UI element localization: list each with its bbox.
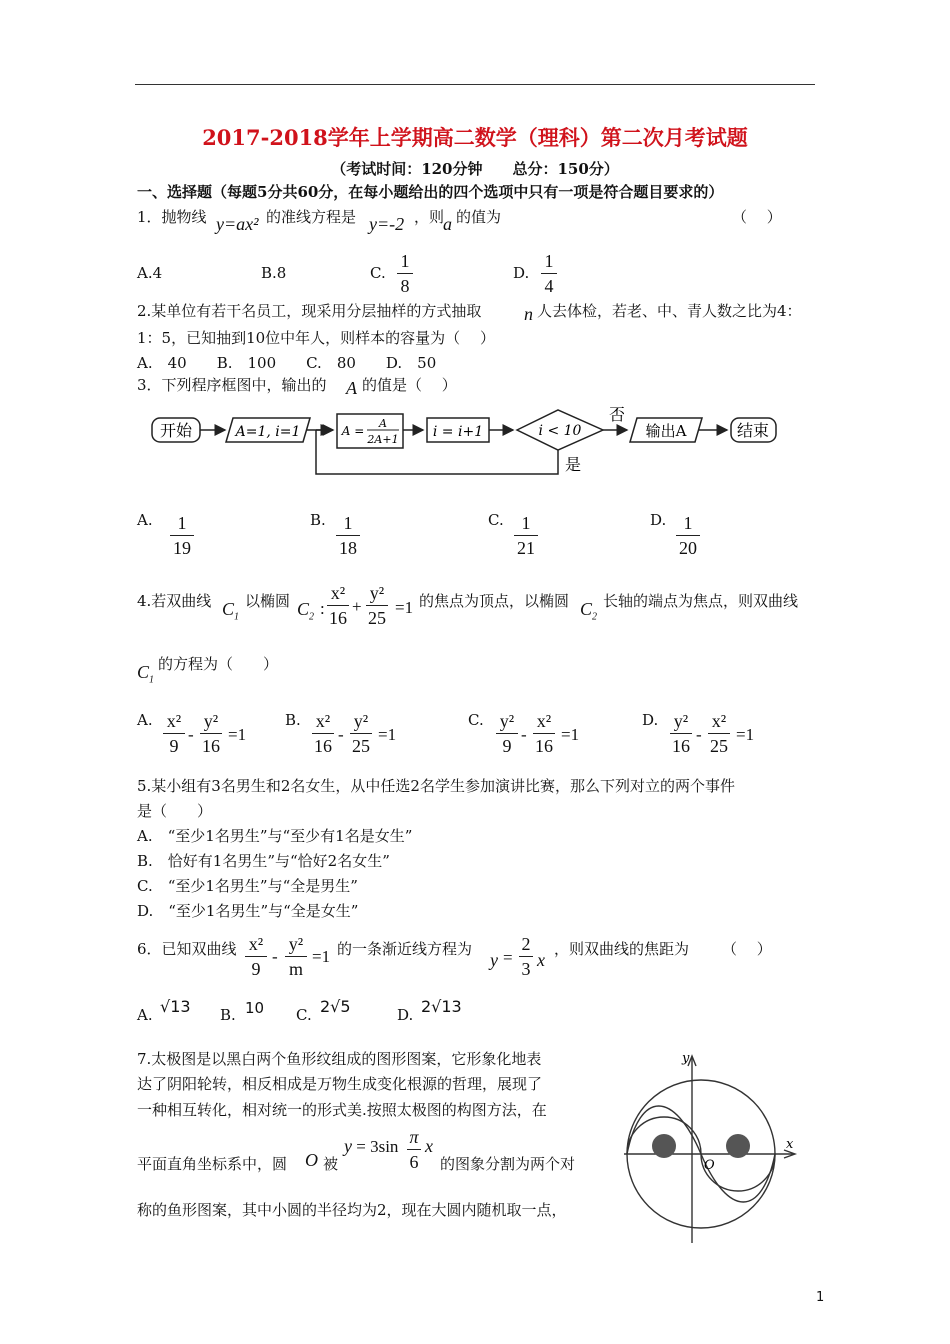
q2-options: A. 40 B. 100 C. 80 D. 50 bbox=[137, 354, 437, 372]
right-small-circle bbox=[726, 1134, 750, 1158]
q7-text-line4-b: 被 bbox=[323, 1155, 339, 1173]
q6-slope: 2 3 bbox=[519, 935, 533, 978]
q1-text-a: 1．抛物线 bbox=[137, 208, 207, 226]
flow-end-label: 结束 bbox=[736, 421, 770, 440]
q1-answer-blank: （ ） bbox=[732, 208, 782, 226]
q2-text-line2: 1：5，已知抽到10位中年人，则样本的容量为（ ） bbox=[137, 329, 495, 347]
q1-option-a: A.4 bbox=[137, 264, 163, 282]
q6-option-c-value: 2√5 bbox=[320, 997, 351, 1016]
q5-option-a: A. “至少1名男生”与“至少有1名是女生” bbox=[137, 827, 413, 845]
q4-text-a: 4.若双曲线 bbox=[137, 592, 212, 610]
q6-y-term: y² m bbox=[285, 935, 307, 978]
flow-condition-label: i < 10 bbox=[538, 423, 582, 439]
x-axis-label: x bbox=[786, 1137, 794, 1152]
flow-assign-num: A bbox=[379, 417, 387, 430]
q1-option-d-fraction: 1 4 bbox=[541, 252, 557, 295]
q7-text-line4-c: 的图象分割为两个对 bbox=[440, 1155, 576, 1173]
q4-option-b: B. bbox=[285, 711, 301, 729]
q1-text-c: ，则 bbox=[414, 208, 445, 226]
q1-option-b: B.8 bbox=[261, 264, 287, 282]
q5-option-b: B. 恰好有1名男生”与“恰好2名女生” bbox=[137, 852, 390, 870]
q1-text-b: 的准线方程是 bbox=[266, 208, 357, 226]
flow-output-label: 输出A bbox=[645, 422, 687, 440]
q2-text-line1: 2.某单位有若干名员工，现采用分层抽样的方式抽取 bbox=[137, 302, 482, 320]
q4-option-c: C. bbox=[468, 711, 484, 729]
left-small-circle bbox=[652, 1134, 676, 1158]
q1-expr-parabola: y=ax² bbox=[216, 214, 259, 234]
q7-text-line1: 7.太极图是以黑白两个鱼形纹组成的图形图案，它形象化地表 bbox=[137, 1050, 542, 1068]
q3-option-d-fraction: 1 20 bbox=[676, 514, 700, 557]
q6-option-d: D. bbox=[397, 1006, 414, 1024]
flow-no-label: 否 bbox=[609, 405, 626, 424]
taiji-diagram bbox=[618, 1048, 808, 1248]
q6-option-a: A. bbox=[137, 1006, 153, 1024]
q6-option-b-value: 10 bbox=[245, 999, 265, 1017]
q7-text-line5: 称的鱼形图案，其中小圆的半径均为2，现在大圆内随机取一点， bbox=[137, 1201, 567, 1219]
q6-x-term: x² 9 bbox=[245, 935, 267, 978]
q4-option-d: D. bbox=[642, 711, 659, 729]
q4-text-e: 的方程为（ ） bbox=[158, 655, 279, 673]
q2-var-n: n bbox=[524, 304, 533, 324]
flow-assign-lhs: A = bbox=[341, 424, 365, 438]
q4-text-d: 长轴的端点为焦点，则双曲线 bbox=[603, 592, 799, 610]
q7-text-line2: 达了阴阳轮转，相反相成是万物生成变化根源的哲理，展现了 bbox=[137, 1075, 543, 1093]
q6-option-a-value: √13 bbox=[160, 997, 191, 1016]
top-rule bbox=[135, 84, 815, 85]
q4-ellipse-y-term: y² 25 bbox=[368, 583, 386, 628]
q6-option-c: C. bbox=[296, 1006, 312, 1024]
q3-option-a: A. bbox=[137, 511, 153, 529]
q6-text-a: 6．已知双曲线 bbox=[137, 940, 237, 958]
y-axis-label: y bbox=[682, 1051, 690, 1066]
page-number: 1 bbox=[816, 1290, 825, 1305]
q1-expr-a: a bbox=[443, 214, 452, 234]
flow-increment-label: i = i+1 bbox=[432, 424, 484, 440]
q3-option-c: C. bbox=[488, 511, 504, 529]
q3-option-a-fraction: 1 19 bbox=[170, 514, 194, 557]
q7-text-line3: 一种相互转化，相对统一的形式美.按照太极图的构图方法，在 bbox=[137, 1101, 547, 1119]
flow-assign-den: 2A+1 bbox=[367, 433, 399, 446]
flow-start-label: 开始 bbox=[159, 421, 193, 440]
flowchart bbox=[145, 398, 785, 488]
q5-text-line2: 是（ ） bbox=[137, 802, 213, 820]
origin-label: O bbox=[704, 1158, 715, 1173]
q4-text-b: 以椭圆 bbox=[245, 592, 291, 610]
section-heading: 一、选择题（每题5分共60分，在每小题给出的四个选项中只有一项是符合题目要求的） bbox=[137, 183, 724, 201]
q5-option-c: C. “至少1名男生”与“全是男生” bbox=[137, 877, 358, 895]
q7-expression: y = 3sin bbox=[344, 1136, 399, 1156]
q4-c1: $C_1$ bbox=[222, 599, 240, 623]
q6-option-b: B. bbox=[220, 1006, 236, 1024]
q5-text-line1: 5.某小组有3名男生和2名女生，从中任选2名学生参加演讲比赛，那么下列对立的两个事件 bbox=[137, 777, 735, 795]
q3-option-c-fraction: 1 21 bbox=[514, 514, 538, 557]
q7-text-line4-a: 平面直角坐标系中，圆 bbox=[137, 1155, 288, 1173]
q7-circle-o: O bbox=[305, 1150, 318, 1170]
q6-text-b: 的一条渐近线方程为 bbox=[337, 940, 473, 958]
q1-option-c-fraction: 1 8 bbox=[397, 252, 413, 295]
q4-c2-again: $C_2$ bbox=[580, 599, 598, 623]
q3-text-a: 3．下列程序框图中，输出的 bbox=[137, 376, 327, 394]
q6-text-c: ，则双曲线的焦距为 bbox=[554, 940, 690, 958]
q4-text-c: 的焦点为顶点，以椭圆 bbox=[419, 592, 570, 610]
page-title: 2017-2018学年上学期高二数学（理科）第二次月考试题 bbox=[202, 125, 748, 150]
flow-yes-label: 是 bbox=[565, 455, 582, 474]
flow-init-label: A=1, i=1 bbox=[235, 424, 301, 440]
q4-ellipse-x-term: x² 16 bbox=[329, 583, 347, 628]
q1-option-c: C. bbox=[370, 264, 386, 282]
q4-option-a: A. bbox=[137, 711, 153, 729]
q1-expr-directrix: y=-2 bbox=[369, 214, 405, 234]
q4-c1-again: $C_1$ bbox=[137, 662, 155, 686]
q6-option-d-value: 2√13 bbox=[421, 997, 462, 1016]
q7-expression-fraction: π 6 bbox=[407, 1128, 421, 1171]
q2-text-line1-end: 人去体检，若老、中、青人数之比为4： bbox=[537, 302, 802, 320]
q3-option-b: B. bbox=[310, 511, 326, 529]
q3-option-b-fraction: 1 18 bbox=[336, 514, 360, 557]
q5-option-d: D. “至少1名男生”与“全是女生” bbox=[137, 902, 359, 920]
q1-option-d: D. bbox=[513, 264, 530, 282]
q3-text-b: 的值是（ ） bbox=[362, 376, 457, 394]
q4-c2: $C_2$ bbox=[297, 599, 315, 623]
q3-var-a: A bbox=[346, 378, 357, 398]
exam-info: （考试时间：120分钟 总分：150分） bbox=[331, 160, 619, 178]
q6-answer-blank: （ ） bbox=[722, 940, 772, 958]
q3-option-d: D. bbox=[650, 511, 667, 529]
q1-text-d: 的值为 bbox=[456, 208, 502, 226]
